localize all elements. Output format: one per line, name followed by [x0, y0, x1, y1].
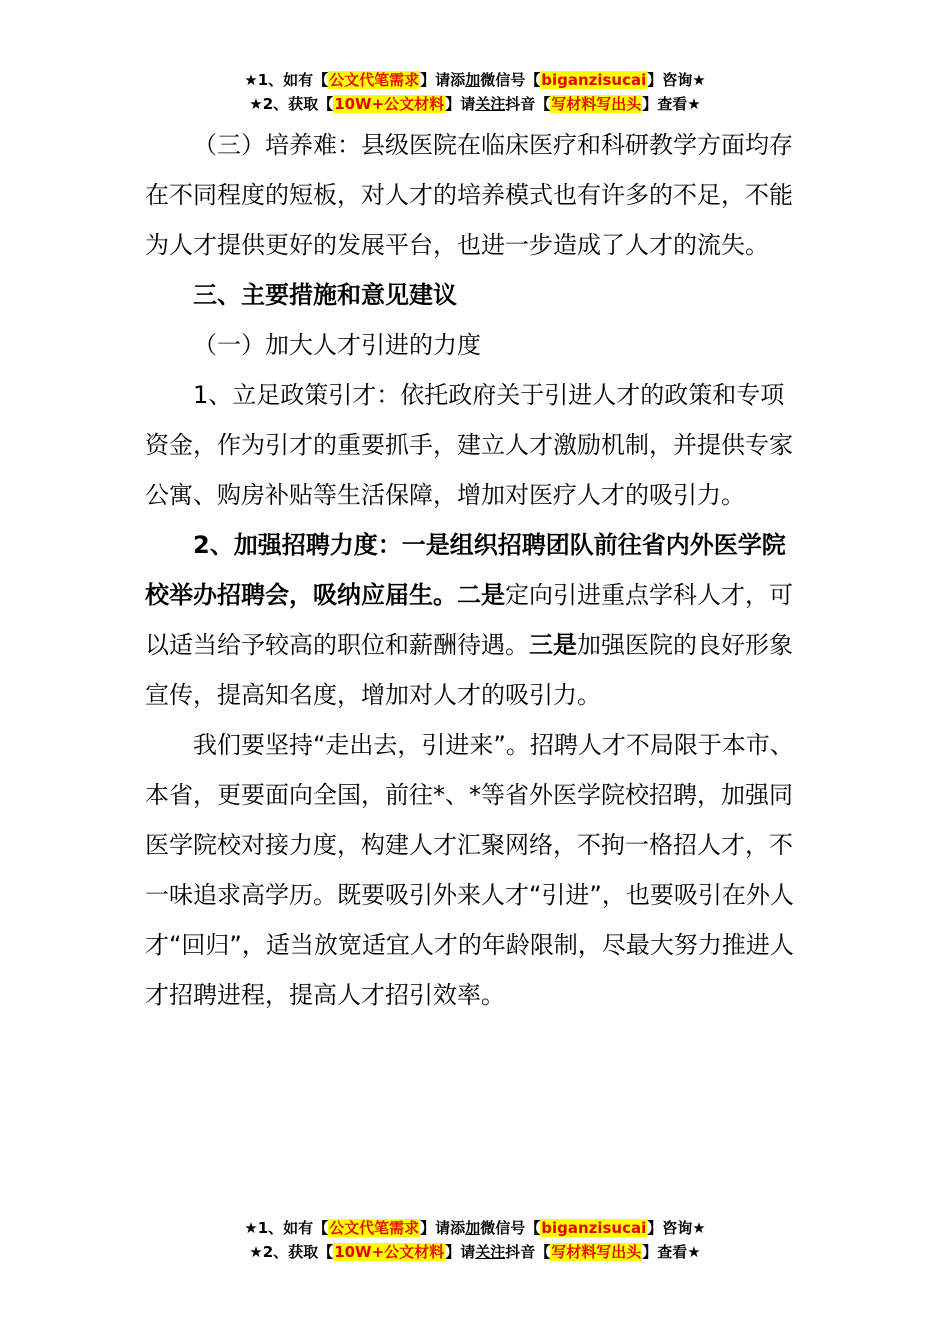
highlight-douyin: 写材料写出头 — [551, 95, 642, 113]
paragraph-policy: 1、立足政策引才：依托政府关于引进人才的政策和专项资金，作为引才的重要抓手，建立人才激励机制，并提供专家公寓、购房补贴等生活保障，增加对医疗人才的吸引力。 — [145, 381, 793, 509]
banner-line-2: ★2、获取【10W+公文材料】请关注抖音【写材料写出头】查看★ — [249, 95, 701, 113]
paragraph-recruitment: 2、加强招聘力度：一是组织招聘团队前往省内外医学院校举办招聘会，吸纳应届生。二是定向引进重点学科人才，可以适当给予较高的职位和薪酬待遇。三是加强医院的良好形象宣传，提高知名度，增加对人才的吸引力。 — [145, 531, 793, 709]
banner-line-1: ★1、如有【公文代笔需求】请添加微信号【biganzisucai】咨询★ — [244, 1219, 706, 1237]
paragraph-training-difficulty: （三）培养难：县级医院在临床医疗和科研教学方面均存在不同程度的短板，对人才的培养模式也有许多的不足，不能为人才提供更好的发展平台，也进一步造成了人才的流失。 — [145, 131, 793, 259]
highlight-materials: 10W+公文材料 — [334, 95, 445, 113]
banner-line-2: ★2、获取【10W+公文材料】请关注抖音【写材料写出头】查看★ — [249, 1243, 701, 1261]
highlight-douyin: 写材料写出头 — [551, 1243, 642, 1261]
banner-line-1: ★1、如有【公文代笔需求】请添加微信号【biganzisucai】咨询★ — [244, 71, 706, 89]
highlight-service: 公文代笔需求 — [329, 1219, 420, 1237]
highlight-wechat-id: biganzisucai — [541, 71, 647, 89]
highlight-service: 公文代笔需求 — [329, 71, 420, 89]
highlight-wechat-id: biganzisucai — [541, 1219, 647, 1237]
header-banner — [0, 68, 950, 116]
document-body — [145, 120, 805, 1020]
subheading-talent-introduction: （一）加大人才引进的力度 — [193, 331, 481, 359]
highlight-materials: 10W+公文材料 — [334, 1243, 445, 1261]
paragraph-go-out: 我们要坚持“走出去，引进来”。招聘人才不局限于本市、本省，更要面向全国，前往*、*等省外医学院校招聘，加强同医学院校对接力度，构建人才汇聚网络，不拘一格招人才，不一味追求高学历。既要吸引外来人才“引进”，也要吸引在外人才“回归”，适当放宽适宜人才的年龄限制，尽最大努力推进人才招聘进程，提高人才招引效率。 — [145, 731, 794, 1009]
footer-banner — [0, 1216, 950, 1264]
section-heading-measures: 三、主要措施和意见建议 — [193, 281, 457, 309]
